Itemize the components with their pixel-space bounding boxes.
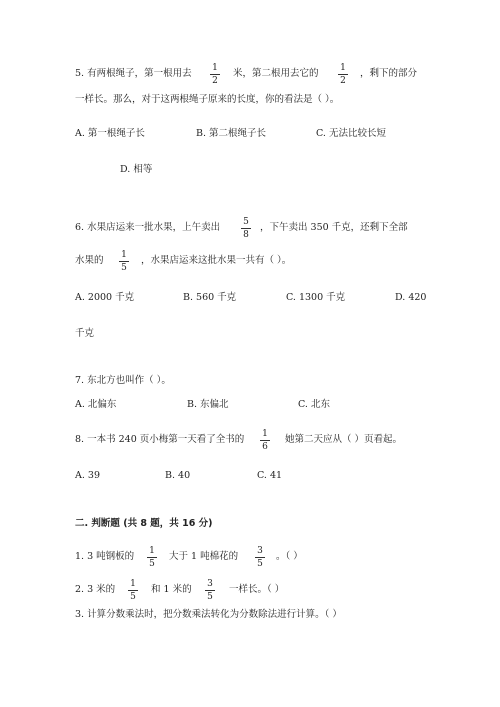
q6-stem-part1: 6. 水果店运来一批水果，上午卖出 <box>75 222 221 233</box>
j2-fraction-2 <box>203 579 217 602</box>
q5-stem-line2: 一样长。那么，对于这两根绳子原来的长度，你的看法是（ ）。 <box>75 94 340 105</box>
fraction-numerator: 1 <box>262 429 268 439</box>
j1-part1: 1. 3 吨钢板的 <box>75 551 135 562</box>
fraction-denominator: 5 <box>149 559 155 569</box>
q5-fraction-2 <box>336 63 350 86</box>
q5-stem-part2: 米，第二根用去它的 <box>233 68 319 79</box>
fraction-numerator: 3 <box>257 546 263 556</box>
fraction-numerator: 1 <box>340 63 346 73</box>
j2-part3: 一样长。（ ） <box>229 584 285 595</box>
q6-stem-part4: ，水果店运来这批水果一共有（ ）。 <box>141 255 292 266</box>
j3-stem: 3. 计算分数乘法时，把分数乘法转化为分数除法进行计算。（ ） <box>75 609 342 620</box>
q5-stem-part1: 5. 有两根绳子，第一根用去 <box>75 68 192 79</box>
j1-part3: 。（ ） <box>276 551 303 562</box>
fraction-bar <box>260 440 270 441</box>
q5-option-c[interactable]: C. 无法比较长短 <box>316 128 386 139</box>
fraction-bar <box>128 590 138 591</box>
q6-option-b[interactable]: B. 560 千克 <box>183 292 237 303</box>
q7-option-a[interactable]: A. 北偏东 <box>75 399 117 410</box>
fraction-denominator: 5 <box>257 559 263 569</box>
fraction-bar <box>119 261 129 262</box>
fraction-numerator: 1 <box>212 63 218 73</box>
fraction-denominator: 2 <box>212 76 218 86</box>
q6-option-d-wrap: 千克 <box>75 328 95 339</box>
fraction-denominator: 2 <box>340 76 346 86</box>
q5-option-b[interactable]: B. 第二根绳子长 <box>196 128 267 139</box>
j2-part2: 和 1 米的 <box>151 584 192 595</box>
q8-fraction-1 <box>258 429 272 452</box>
fraction-bar <box>147 557 157 558</box>
q8-stem-part2: 她第二天应从（ ）页看起。 <box>285 434 403 445</box>
fraction-bar <box>255 557 265 558</box>
q8-option-c[interactable]: C. 41 <box>257 470 283 481</box>
q5-stem-part3: ，剩下的部分 <box>360 68 418 79</box>
fraction-denominator: 5 <box>121 263 127 273</box>
j1-fraction-1 <box>145 546 159 569</box>
fraction-bar <box>210 74 220 75</box>
j2-fraction-1 <box>126 579 140 602</box>
fraction-bar <box>205 590 215 591</box>
q7-stem: 7. 东北方也叫作（ ）。 <box>75 375 171 386</box>
q6-option-d[interactable]: D. 420 <box>395 292 427 303</box>
q5-option-a[interactable]: A. 第一根绳子长 <box>75 128 145 139</box>
fraction-numerator: 3 <box>207 579 213 589</box>
fraction-bar <box>241 228 251 229</box>
q6-option-c[interactable]: C. 1300 千克 <box>286 292 346 303</box>
q7-option-c[interactable]: C. 北东 <box>298 399 330 410</box>
fraction-denominator: 5 <box>130 592 136 602</box>
fraction-denominator: 8 <box>243 230 249 240</box>
fraction-numerator: 1 <box>121 250 127 260</box>
q7-option-b[interactable]: B. 东偏北 <box>187 399 229 410</box>
q5-option-d[interactable]: D. 相等 <box>120 164 153 175</box>
section-heading: 二. 判断题 (共 8 题，共 16 分) <box>75 518 213 529</box>
q5-fraction-1 <box>208 63 222 86</box>
fraction-numerator: 1 <box>149 546 155 556</box>
j1-part2: 大于 1 吨棉花的 <box>169 551 239 562</box>
j2-part1: 2. 3 米的 <box>75 584 116 595</box>
q6-fraction-2 <box>117 250 131 273</box>
j1-fraction-2 <box>253 546 267 569</box>
q6-stem-part3: 水果的 <box>75 255 104 266</box>
q6-stem-part2: ，下午卖出 350 千克，还剩下全部 <box>260 222 408 233</box>
q6-option-a[interactable]: A. 2000 千克 <box>75 292 135 303</box>
fraction-denominator: 5 <box>207 592 213 602</box>
q6-fraction-1 <box>239 217 253 240</box>
fraction-denominator: 6 <box>262 442 268 452</box>
q8-option-b[interactable]: B. 40 <box>165 470 191 481</box>
q8-option-a[interactable]: A. 39 <box>75 470 100 481</box>
fraction-numerator: 5 <box>243 217 249 227</box>
fraction-numerator: 1 <box>130 579 136 589</box>
fraction-bar <box>338 74 348 75</box>
q8-stem-part1: 8. 一本书 240 页小梅第一天看了全书的 <box>75 434 245 445</box>
